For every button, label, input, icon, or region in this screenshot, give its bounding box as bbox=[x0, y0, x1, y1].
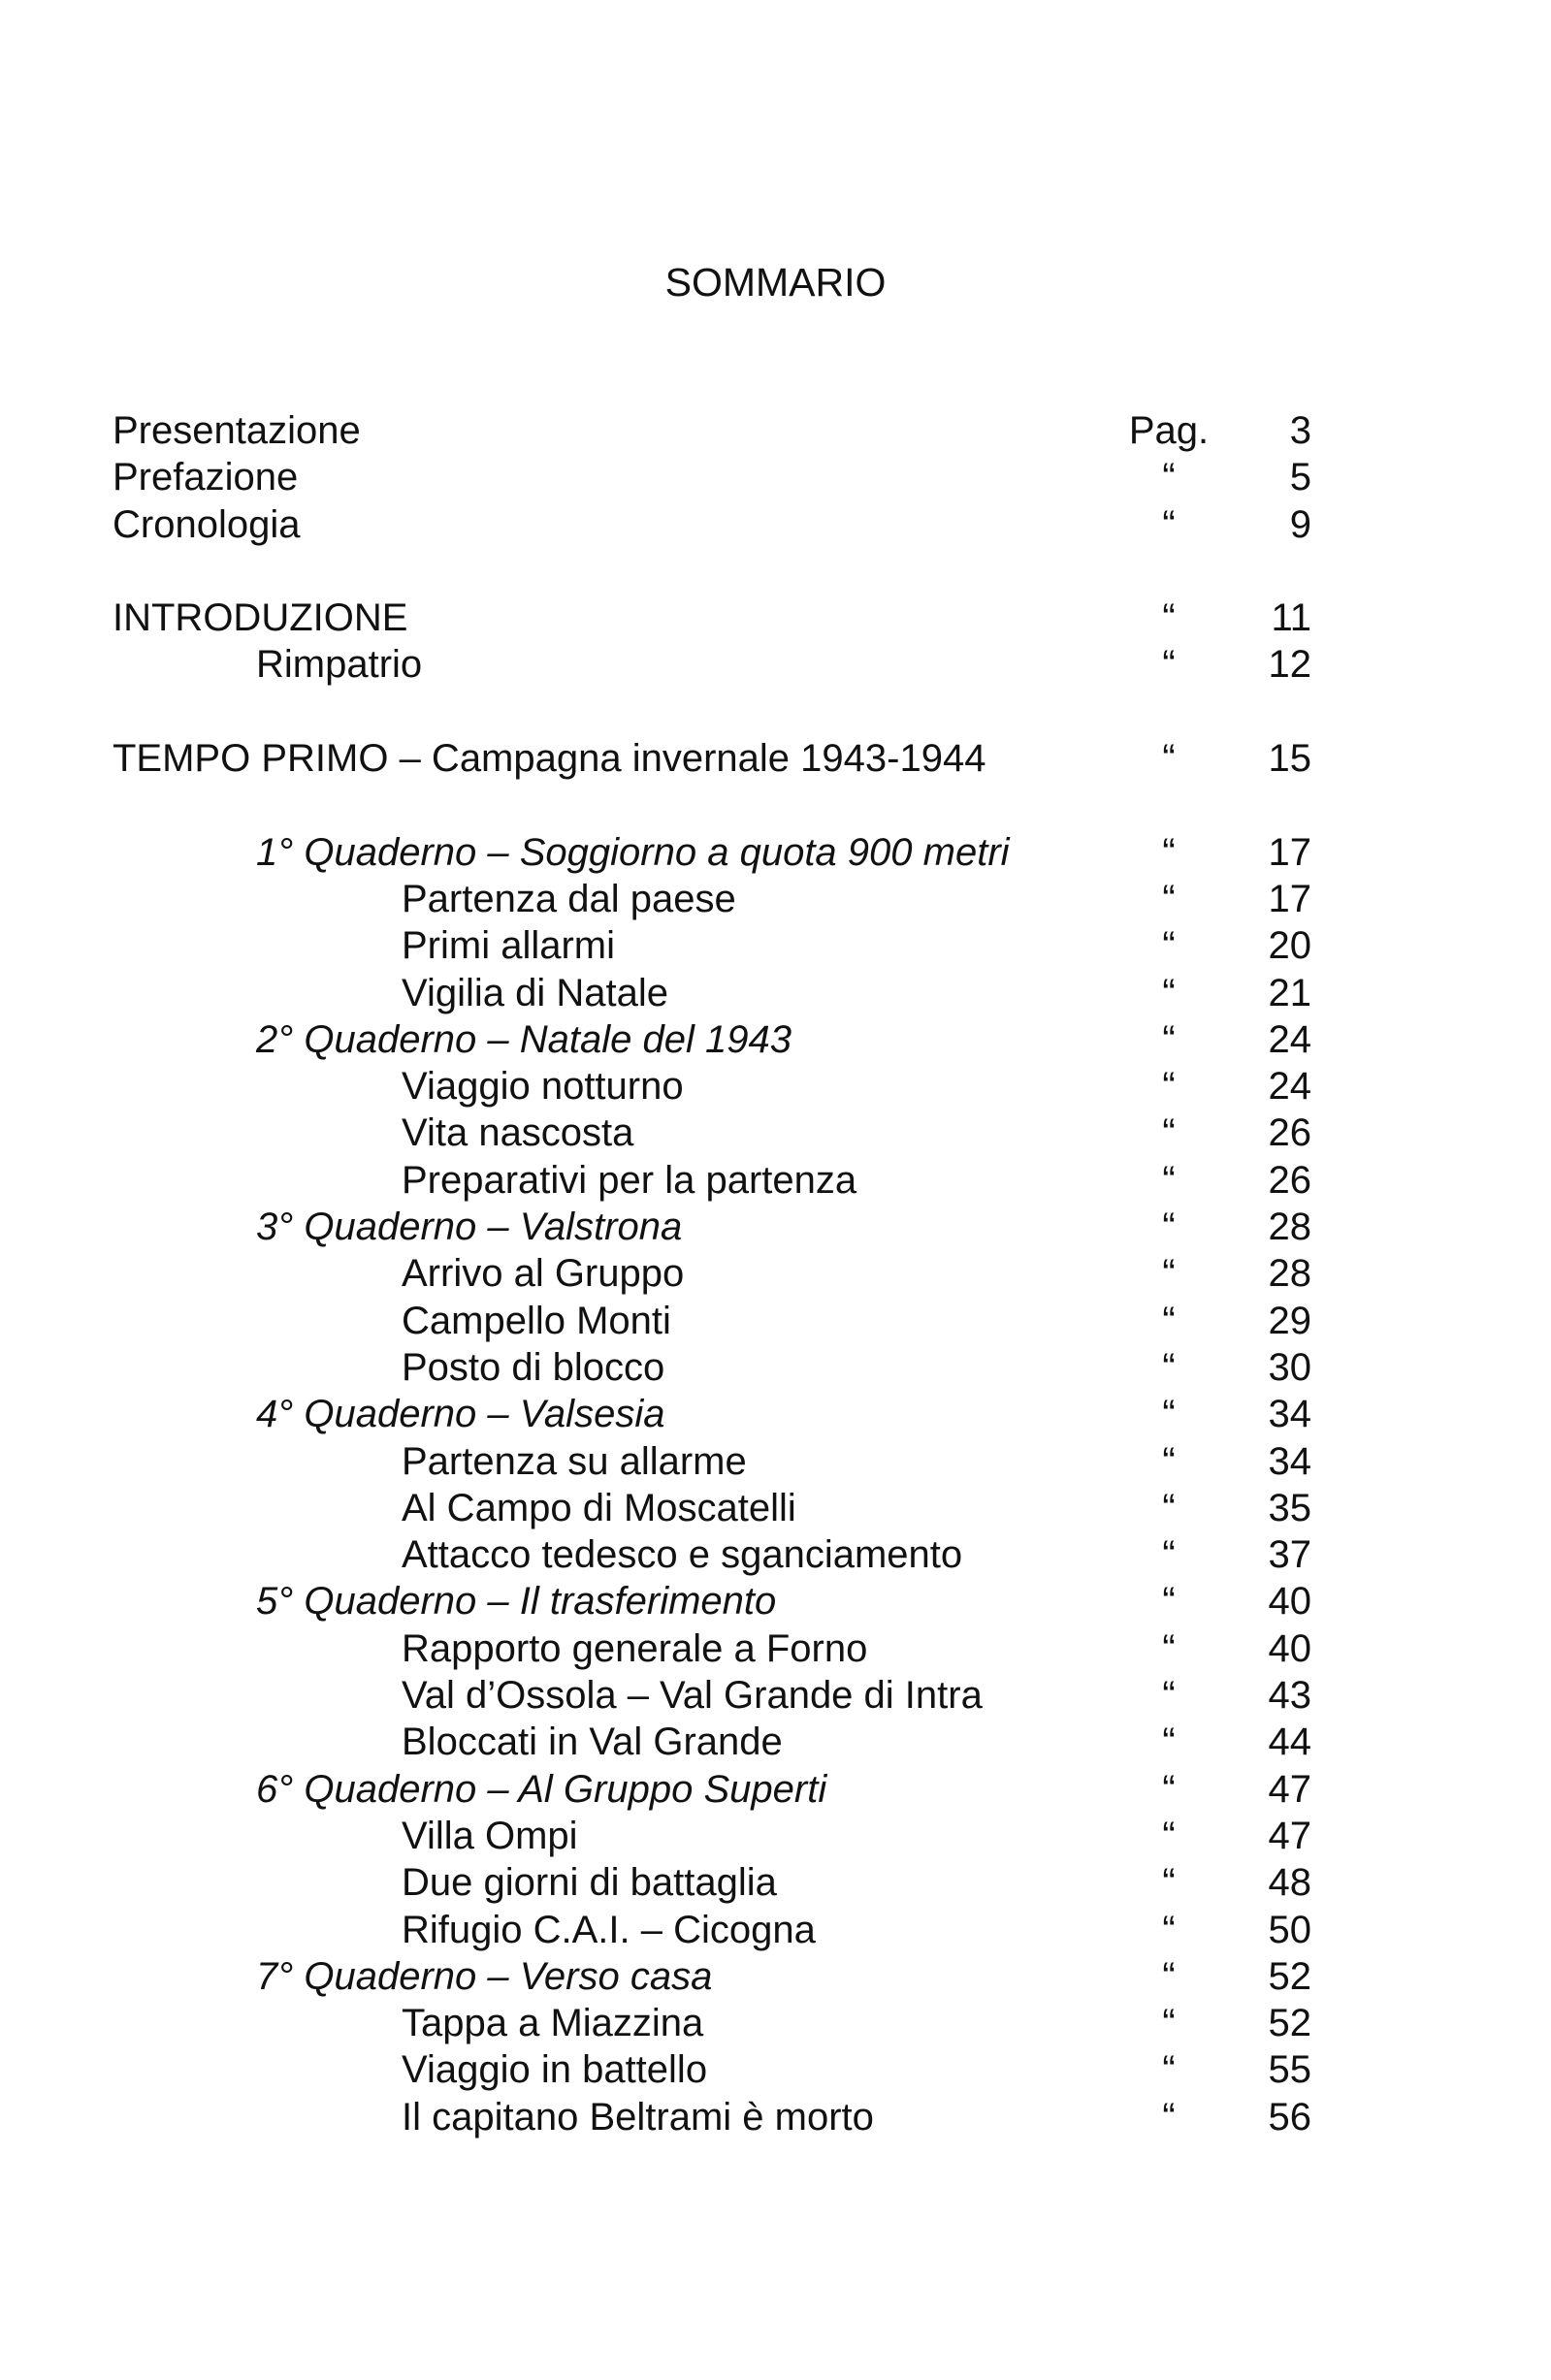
toc-entry bbox=[0, 501, 1551, 548]
toc-entry-label: Attacco tedesco e sganciamento bbox=[402, 1533, 963, 1577]
toc-entry bbox=[0, 1531, 1551, 1578]
toc-entry-label: Il capitano Beltrami è morto bbox=[402, 2095, 874, 2139]
toc-entry-label: Prefazione bbox=[113, 456, 299, 499]
toc-entry-label: Viaggio notturno bbox=[402, 1065, 684, 1109]
toc-page-marker: “ bbox=[1162, 1721, 1176, 1764]
toc-entry-label: Campello Monti bbox=[402, 1299, 671, 1342]
toc-entry-label: Primi allarmi bbox=[402, 924, 615, 968]
toc-page-marker: “ bbox=[1162, 1299, 1176, 1342]
toc-page-number: 48 bbox=[1268, 1861, 1311, 1905]
toc-entry bbox=[0, 1204, 1551, 1250]
toc-entry-label: Arrivo al Gruppo bbox=[402, 1252, 685, 1296]
toc-page-marker: “ bbox=[1162, 1533, 1176, 1577]
toc-page-marker: “ bbox=[1162, 737, 1176, 781]
group-spacer bbox=[0, 548, 1551, 595]
toc-entry bbox=[0, 2046, 1551, 2093]
toc-page-marker: “ bbox=[1162, 596, 1176, 640]
toc-entry-label: Vita nascosta bbox=[402, 1111, 634, 1155]
toc-page-number: 20 bbox=[1268, 924, 1311, 968]
toc-entry bbox=[0, 1438, 1551, 1485]
toc-entry bbox=[0, 1157, 1551, 1204]
toc-page-marker: “ bbox=[1162, 971, 1176, 1014]
toc-page-marker: “ bbox=[1162, 1626, 1176, 1670]
toc-entry-label: 7° Quaderno – Verso casa bbox=[256, 1954, 713, 1998]
toc-page-number: 28 bbox=[1268, 1252, 1311, 1296]
toc-entry-label: Due giorni di battaglia bbox=[402, 1861, 777, 1905]
toc-page-marker: “ bbox=[1162, 1814, 1176, 1857]
toc-page-number: 5 bbox=[1289, 456, 1311, 499]
toc-page-number: 34 bbox=[1268, 1393, 1311, 1436]
toc-page-marker: “ bbox=[1162, 1252, 1176, 1296]
toc-page-marker: “ bbox=[1162, 2095, 1176, 2139]
toc-page-marker: “ bbox=[1162, 1954, 1176, 1998]
toc-page-number: 30 bbox=[1268, 1345, 1311, 1389]
toc-page-marker: “ bbox=[1162, 456, 1176, 499]
toc-page-number: 44 bbox=[1268, 1721, 1311, 1764]
toc-entry-label: Posto di blocco bbox=[402, 1345, 665, 1389]
toc-page-number: 29 bbox=[1268, 1299, 1311, 1342]
toc-entry bbox=[0, 1391, 1551, 1437]
toc-page-number: 12 bbox=[1268, 643, 1311, 687]
toc-page-number: 56 bbox=[1268, 2095, 1311, 2139]
toc-page-marker: “ bbox=[1162, 1065, 1176, 1109]
toc-page-number: 50 bbox=[1268, 1908, 1311, 1951]
toc-page-marker: “ bbox=[1162, 830, 1176, 874]
toc-page-number: 3 bbox=[1289, 409, 1311, 452]
toc-entry bbox=[0, 1016, 1551, 1063]
toc-page-marker: “ bbox=[1162, 2002, 1176, 2045]
toc-page-number: 52 bbox=[1268, 2002, 1311, 2045]
toc-entry bbox=[0, 1672, 1551, 1719]
toc-entry bbox=[0, 1063, 1551, 1110]
toc-page-marker: “ bbox=[1162, 877, 1176, 920]
toc-entry-label: 3° Quaderno – Valstrona bbox=[256, 1206, 683, 1249]
toc-page-number: 24 bbox=[1268, 1017, 1311, 1061]
toc-page-number: 15 bbox=[1268, 737, 1311, 781]
toc-page-marker: “ bbox=[1162, 1206, 1176, 1249]
toc-entry bbox=[0, 876, 1551, 922]
toc-entry-label: 6° Quaderno – Al Gruppo Superti bbox=[256, 1767, 827, 1811]
toc-entry-label: Al Campo di Moscatelli bbox=[402, 1486, 796, 1529]
toc-page-number: 17 bbox=[1268, 877, 1311, 920]
toc-page-number: 26 bbox=[1268, 1111, 1311, 1155]
toc-page-marker: “ bbox=[1162, 1393, 1176, 1436]
toc-entry-label: Vigilia di Natale bbox=[402, 971, 668, 1014]
toc-entry-label: Rifugio C.A.I. – Cicogna bbox=[402, 1908, 816, 1951]
toc-page-marker: “ bbox=[1162, 1486, 1176, 1529]
toc-entry bbox=[0, 1907, 1551, 1953]
toc-entry bbox=[0, 1719, 1551, 1765]
toc-entry bbox=[0, 1859, 1551, 1906]
toc-entry-label: Tappa a Miazzina bbox=[402, 2002, 704, 2045]
toc-page-number: 24 bbox=[1268, 1065, 1311, 1109]
toc-entry bbox=[0, 595, 1551, 641]
toc-page-number: 35 bbox=[1268, 1486, 1311, 1529]
toc-page-marker: “ bbox=[1162, 1345, 1176, 1389]
toc-entry bbox=[0, 829, 1551, 876]
toc-entry bbox=[0, 1813, 1551, 1859]
toc-page-marker: “ bbox=[1162, 1158, 1176, 1202]
toc-entry bbox=[0, 1953, 1551, 2000]
toc-page-number: 37 bbox=[1268, 1533, 1311, 1577]
toc-page-marker: “ bbox=[1162, 1908, 1176, 1951]
toc-entry bbox=[0, 1298, 1551, 1344]
toc-entry-label: 1° Quaderno – Soggiorno a quota 900 metri bbox=[256, 830, 1010, 874]
toc-entry-label: Presentazione bbox=[113, 409, 361, 452]
toc-page-marker: “ bbox=[1162, 1580, 1176, 1624]
toc-page-number: 47 bbox=[1268, 1814, 1311, 1857]
toc-page-marker: “ bbox=[1162, 1017, 1176, 1061]
toc-entry bbox=[0, 922, 1551, 969]
group-spacer bbox=[0, 689, 1551, 735]
toc-entry-label: Rimpatrio bbox=[256, 643, 423, 687]
toc-entry bbox=[0, 641, 1551, 688]
toc-page-marker: “ bbox=[1162, 1439, 1176, 1483]
toc-page-marker: “ bbox=[1162, 502, 1176, 546]
toc-entry bbox=[0, 454, 1551, 500]
toc-page-number: 26 bbox=[1268, 1158, 1311, 1202]
toc-entry bbox=[0, 1578, 1551, 1624]
toc-entry-label: Villa Ompi bbox=[402, 1814, 578, 1857]
toc-page-number: 40 bbox=[1268, 1626, 1311, 1670]
toc-entry bbox=[0, 2094, 1551, 2140]
toc-entry-label: Bloccati in Val Grande bbox=[402, 1721, 783, 1764]
toc-page-number: 43 bbox=[1268, 1674, 1311, 1718]
toc-page-number: 55 bbox=[1268, 2048, 1311, 2092]
toc-entry-label: Val d’Ossola – Val Grande di Intra bbox=[402, 1674, 983, 1718]
toc-page-marker: “ bbox=[1162, 1674, 1176, 1718]
toc-page-number: 40 bbox=[1268, 1580, 1311, 1624]
toc-page-number: 9 bbox=[1289, 502, 1311, 546]
toc-entry-label: TEMPO PRIMO – Campagna invernale 1943-1944 bbox=[113, 737, 986, 781]
toc-entry-label: Viaggio in battello bbox=[402, 2048, 708, 2092]
toc-page-number: 11 bbox=[1271, 596, 1311, 640]
toc-entry bbox=[0, 1625, 1551, 1672]
toc-page-number: 52 bbox=[1268, 1954, 1311, 1998]
toc-entry-label: 4° Quaderno – Valsesia bbox=[256, 1393, 665, 1436]
toc-page-marker: “ bbox=[1162, 1861, 1176, 1905]
toc-entry-label: Preparativi per la partenza bbox=[402, 1158, 857, 1202]
toc-page-marker: “ bbox=[1162, 924, 1176, 968]
toc-page-marker: “ bbox=[1162, 643, 1176, 687]
toc-entry bbox=[0, 1110, 1551, 1156]
toc-entry bbox=[0, 1766, 1551, 1813]
toc-page-number: 47 bbox=[1268, 1767, 1311, 1811]
toc-page-number: 17 bbox=[1268, 830, 1311, 874]
toc-entry bbox=[0, 1485, 1551, 1531]
toc-page-marker: Pag. bbox=[1128, 409, 1210, 452]
toc-page-number: 34 bbox=[1268, 1439, 1311, 1483]
toc-page-marker: “ bbox=[1162, 1767, 1176, 1811]
toc-entry bbox=[0, 735, 1551, 782]
toc-entry bbox=[0, 970, 1551, 1016]
group-spacer bbox=[0, 782, 1551, 828]
toc-entry-label: Rapporto generale a Forno bbox=[402, 1626, 868, 1670]
toc-entry-label: INTRODUZIONE bbox=[113, 596, 408, 640]
toc-entry bbox=[0, 2000, 1551, 2046]
page-title: SOMMARIO bbox=[664, 260, 887, 305]
toc-page-number: 21 bbox=[1268, 971, 1311, 1014]
toc-page-marker: “ bbox=[1162, 1111, 1176, 1155]
toc-entry bbox=[0, 1250, 1551, 1297]
toc-entry-label: 2° Quaderno – Natale del 1943 bbox=[256, 1017, 792, 1061]
table-of-contents bbox=[0, 407, 1551, 2140]
toc-entry bbox=[0, 1344, 1551, 1391]
toc-entry-label: Partenza dal paese bbox=[402, 877, 736, 920]
toc-entry-label: Partenza su allarme bbox=[402, 1439, 747, 1483]
toc-entry-label: Cronologia bbox=[113, 502, 301, 546]
toc-entry bbox=[0, 407, 1551, 454]
toc-entry-label: 5° Quaderno – Il trasferimento bbox=[256, 1580, 777, 1624]
toc-page-marker: “ bbox=[1162, 2048, 1176, 2092]
toc-page-number: 28 bbox=[1268, 1206, 1311, 1249]
